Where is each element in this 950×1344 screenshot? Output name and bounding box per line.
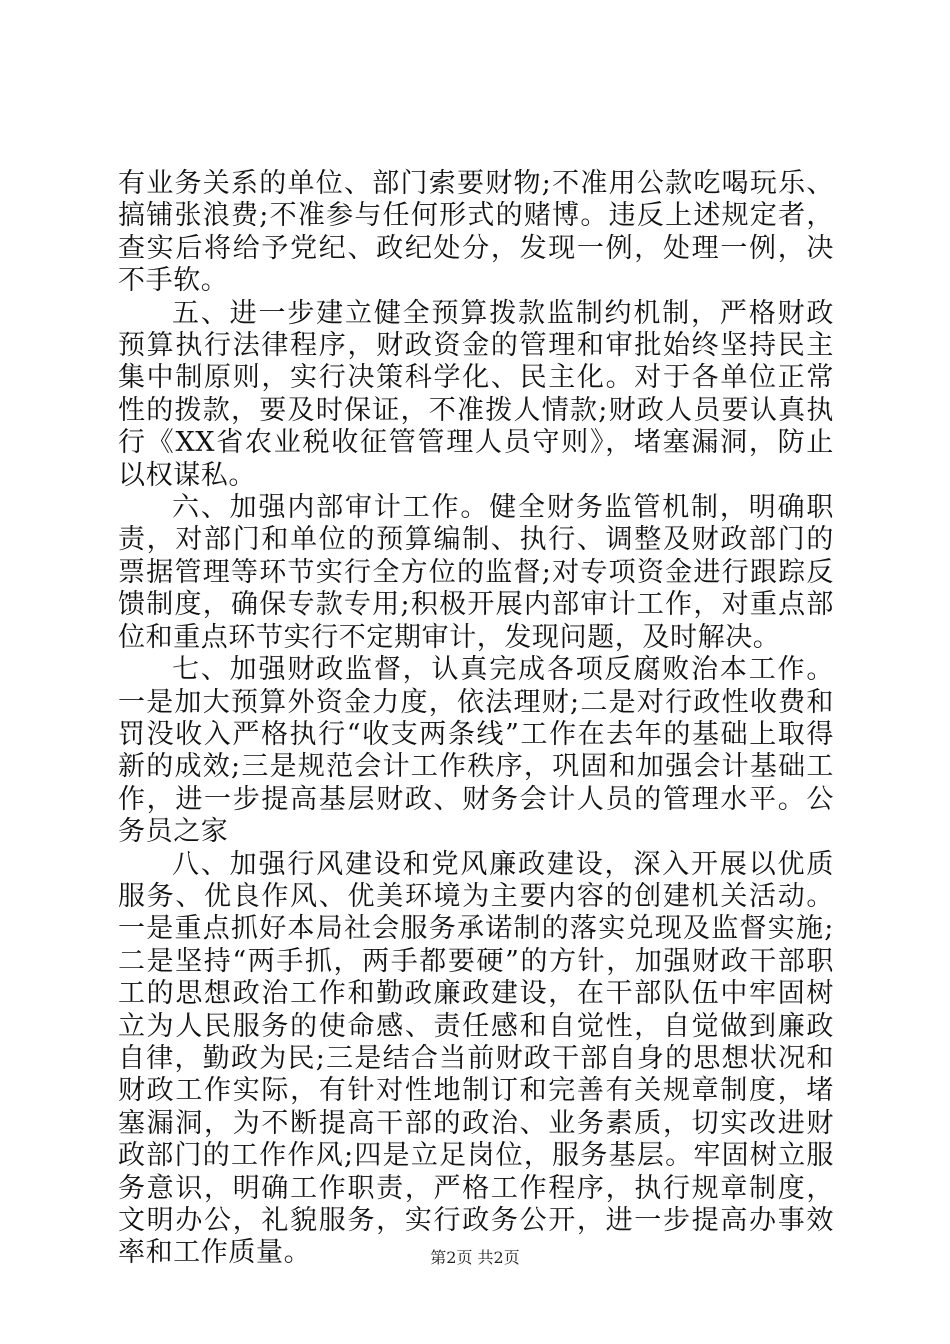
page-number-footer: 第2页 共2页 [430, 1248, 520, 1267]
paragraph-continuation: 有业务关系的单位、部门索要财物;不准用公款吃喝玩乐、搞铺张浪费;不准参与任何形式的赌博。违反上述规定者，查实后将给予党纪、政纪处分，发现一例，处理一例，决不手软。 [118, 168, 834, 297]
paragraph-section-8: 八、加强行风建设和党风廉政建设，深入开展以优质服务、优良作风、优美环境为主要内容的创建机关活动。一是重点抓好本局社会服务承诺制的落实兑现及监督实施;二是坚持“两手抓，两手都要硬”的方针，加强财政干部职工的思想政治工作和勤政廉政建设，在干部队伍中牢固树立为人民服务的使命感、责任感和自觉性，自觉做到廉政自律，勤政为民;三是结合当前财政干部自身的思想状况和财政工作实际，有针对性地制订和完善有关规章制度，堵塞漏洞，为不断提高干部的政治、业务素质，切实改进财政部门的工作作风;四是立足岗位，服务基层。牢固树立服务意识，明确工作职责，严格工作程序，执行规章制度，文明办公，礼貌服务，实行政务公开，进一步提高办事效率和工作质量。 [118, 848, 834, 1269]
paragraph-section-7: 七、加强财政监督，认真完成各项反腐败治本工作。一是加大预算外资金力度，依法理财;二是对行政性收费和罚没收入严格执行“收支两条线”工作在去年的基础上取得新的成效;三是规范会计工作秩序，巩固和加强会计基础工作，进一步提高基层财政、财务会计人员的管理水平。公务员之家 [118, 654, 834, 848]
document-body [118, 168, 834, 1270]
paragraph-section-6: 六、加强内部审计工作。健全财务监管机制，明确职责，对部门和单位的预算编制、执行、调整及财政部门的票据管理等环节实行全方位的监督;对专项资金进行跟踪反馈制度，确保专款专用;积极开展内部审计工作，对重点部位和重点环节实行不定期审计，发现问题，及时解决。 [118, 492, 834, 653]
paragraph-section-5: 五、进一步建立健全预算拨款监制约机制，严格财政预算执行法律程序，财政资金的管理和审批始终坚持民主集中制原则，实行决策科学化、民主化。对于各单位正常性的拨款，要及时保证，不准拨人情款;财政人员要认真执行《XX省农业税收征管管理人员守则》，堵塞漏洞，防止以权谋私。 [118, 297, 834, 491]
